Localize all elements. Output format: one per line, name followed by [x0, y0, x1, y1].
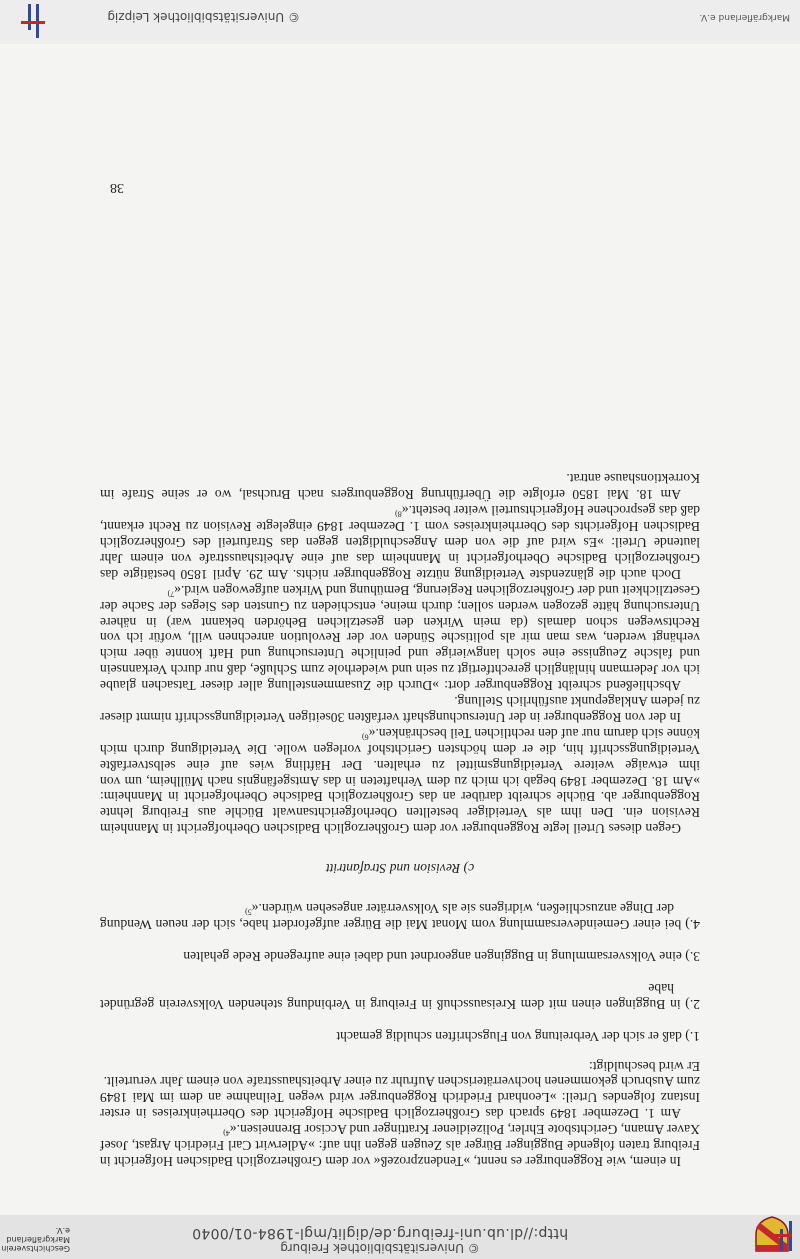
page-number: 38 — [110, 180, 124, 195]
paragraph: Am 18. Mai 1850 erfolgte die Überführung Roggenburgers nach Bruchsal, wo er seine Strafe im Korrektionshause antrat. — [100, 471, 700, 503]
footnote-marker: 8) — [395, 509, 402, 519]
paragraph: Er wird beschuldigt: — [589, 1058, 700, 1074]
section-heading: c) Revision und Strafantritt — [325, 861, 475, 877]
page-text — [100, 470, 700, 1169]
paragraph: In der von Roggenburger in der Untersuchungshaft verfaßten 30seitigen Verteidigungsschrift nimmt dieser zu jedem Anklagepunkt ausführlich Stellung. — [100, 694, 700, 725]
library-logo-icon — [15, 4, 45, 38]
paragraph: Abschließend schreibt Roggenburger dort: »Durch die Zusammenstellung aller dieser Tatsachen glaube ich vor Jedermann hinlänglich gerechtfertigt zu sein und wiederhole zum Schluße, daß nur durch Verkannsein und falsche Zeugnisse eine solch langwierige und peinliche Untersuchung und Haft konnte über mich verhängt werden, was man mir als politische Sünden vor der Revolution anrechnen will, wofür ich von Rechtswegen schon damals (da mein Wirken den gesetzlichen Behörden bekannt war) in nähere Untersuchung hätte gezogen werden sollen; durch meine, entschieden zu Gunsten des Sieges der Sache der Gesetzlichkeit und der Großherzoglichen Regierung, Bemühung und Wirken aufgewogen wird.«$^{7)}$ — [100, 582, 700, 694]
copyright-text: © Universitätsbibliothek Freiburg — [280, 1241, 480, 1255]
society-name-partial: Markgräflerland e.V. — [699, 12, 790, 22]
paragraph: In einem, wie Roggenburger es nennt, »Tendenzprozeß« vor dem Großherzoglich Badischen Hofgericht in Freiburg traten folgende Bugginger Bürger als Zeugen gegen ihn auf: »Adlerwirt Carl Friedrich Argast, Josef Xaver Amann, Gerichtsbote Ehrler, Polizeidiener Krattinger und Accisor Brenneisen.«$^{4)}$ — [100, 1122, 700, 1169]
society-name — [1, 1226, 70, 1253]
list-item: 4.) bei einer Gemeindeversammlung vom Monat Mai die Bürger aufgefordert habe, sich der neuen Wendung der Dinge anzuschließen, widrigens sie als Volksverräter angesehen würden.«$^{5)}$ — [100, 901, 700, 933]
library-logo-icon — [766, 1221, 792, 1251]
cropped-footer-bar — [0, 0, 800, 44]
list-item: 1.) daß er sich der Verbreitung von Flugschriften schuldig gemacht — [336, 1028, 700, 1044]
library-footer-bar — [0, 1215, 800, 1259]
society-name-line2: Markgräflerland e.V. — [6, 1226, 70, 1244]
list-item: 2.) in Buggingen einen mit dem Kreisausschuß in Freiburg in Verbindung stehenden Volksverein gegründet habe — [100, 980, 700, 1012]
society-name-line1: Geschichtsverein — [1, 1244, 70, 1253]
footnote-marker: 5) — [245, 907, 252, 917]
paragraph: Gegen dieses Urteil legte Roggenburger vor dem Großherzoglich Badischen Oberhofgericht in Mannheim Revision ein. Den ihm als Verteidiger bestellten Oberhofgerichtsanwalt Büchle aus Freiburg lehnte Roggenburger ab. Büchle schreibt darüber an das Großherzoglich Badische Oberhofgericht in Mannheim: »Am 18. Dezember 1849 begab ich mich zu dem Verhafteten in das Amtsgefängnis nach Müllheim, um von ihm etwaige weitere Verteidigungsmittel zu erhalten. Der Häftling wies auf eine selbstverfaßte Verteidigungsschrift hin, die er dem höchsten Gerichtshof vorlegen wolle. Die Verteidigung durch mich könne sich darum nur auf den rechtlichen Teil beschränken.«$^{6)}$ — [100, 725, 700, 837]
footnote-marker: 7) — [167, 589, 175, 599]
footnote-marker: 6) — [361, 732, 369, 742]
paragraph: Am 1. Dezember 1849 sprach das Großherzoglich Badische Hofgericht des Oberrheinkreises in erster Instanz folgendes Urteil: »Leonhard Friedrich Roggenburger wird wegen Teilnahme an dem im Mai 1849 zum Ausbruch gekommenen hochverräterischen Aufruhr zu einer Arbeitshausstrafe von einem Jahr verurteilt. — [100, 1074, 700, 1122]
footnote-marker: 4) — [223, 1128, 230, 1138]
copyright-text-partial: © Universitätsbibliothek Leipzig — [107, 10, 300, 24]
document-url-link[interactable]: http://dl.ub.uni-freiburg.de/diglit/mgl-1984-01/0040 — [191, 1225, 569, 1241]
library-footer-text — [190, 1225, 570, 1255]
list-item: 3.) eine Volksversammlung in Buggingen angeordnet und dabei eine aufregende Rede gehalten — [183, 948, 700, 964]
paragraph: Doch auch die glänzendste Verteidigung nützte Roggenburger nichts. Am 29. April 1850 bestätigte das Großherzoglich Badische Oberhofgericht in Mannheim das auf eine Arbeitshausstrafe von einem Jahr lautende Urteil: »Es wird auf die von dem Angeschuldigten gegen das Strafurteil des Großherzoglich Badischen Hofgerichts des Oberrheinkreises vom 1. Dezember 1849 eingelegte Revision zu Recht erkannt, daß das gesprochene Hofgerichtsurteil weiter besteht.«$^{8)}$ — [100, 503, 700, 582]
